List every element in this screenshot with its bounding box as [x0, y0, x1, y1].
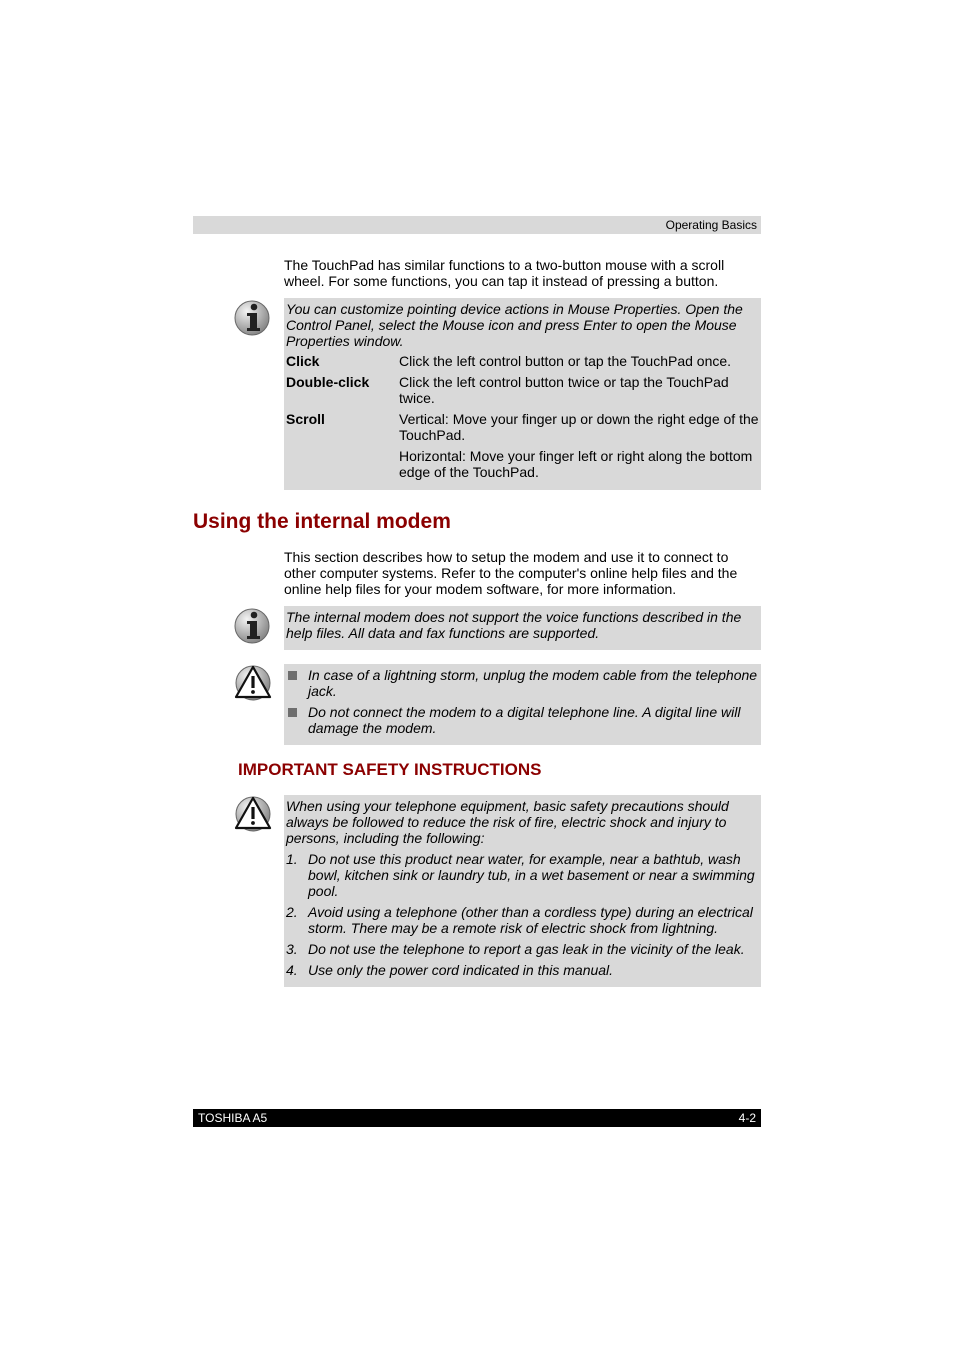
- definition-desc: Horizontal: Move your finger left or right along the bottom edge of the TouchPad.: [399, 448, 753, 480]
- numbered-item: [286, 851, 759, 899]
- item-text: Use only the power cord indicated in this manual.: [308, 962, 614, 978]
- item-number: 2.: [286, 904, 298, 920]
- bullet-item: [286, 704, 759, 736]
- warning-icon: [233, 794, 273, 834]
- definition-desc: Click the left control button or tap the TouchPad once.: [399, 353, 732, 369]
- note-text: You can customize pointing device actions in Mouse Properties. Open the Control Panel, select the Mouse icon and press Enter to open the Mouse Properties window.: [286, 301, 743, 349]
- definition-row: [286, 374, 759, 406]
- numbered-item: [286, 962, 759, 978]
- definition-desc: Vertical: Move your finger up or down the right edge of the TouchPad.: [399, 411, 759, 443]
- intro-paragraph: The TouchPad has similar functions to a two-button mouse with a scroll wheel. For some functions, you can tap it instead of pressing a button.: [284, 257, 725, 289]
- item-text: Avoid using a telephone (other than a cordless type) during an electrical storm. There may be a remote risk of electric shock from lightning.: [308, 904, 753, 936]
- item-number: 1.: [286, 851, 298, 867]
- section-title: Operating Basics: [665, 218, 757, 232]
- note-box-touchpad: [284, 298, 761, 490]
- warning-box-safety: [284, 795, 761, 987]
- bullet-item: [286, 667, 759, 699]
- definition-term: Scroll: [286, 411, 325, 427]
- bullet-square: [286, 667, 308, 699]
- bullet-square: [286, 704, 308, 736]
- definition-row: [286, 448, 759, 480]
- warning-intro: When using your telephone equipment, basic safety precautions should always be followed to reduce the risk of fire, electric shock and injury to persons, including the following:: [286, 798, 729, 846]
- heading-modem: Using the internal modem: [193, 510, 451, 533]
- page-footer: [193, 1109, 761, 1127]
- info-icon: [233, 298, 273, 338]
- definition-term: Click: [286, 353, 320, 369]
- heading-safety: IMPORTANT SAFETY INSTRUCTIONS: [238, 760, 542, 779]
- item-number: 3.: [286, 941, 298, 957]
- definition-row: [286, 411, 759, 443]
- numbered-item: [286, 904, 759, 936]
- definition-term: Double-click: [286, 374, 370, 390]
- info-icon: [233, 606, 273, 646]
- definition-desc: Click the left control button twice or tap the TouchPad twice.: [399, 374, 729, 406]
- running-header: [193, 216, 761, 234]
- numbered-item: [286, 941, 759, 957]
- model-name: TOSHIBA A5: [198, 1111, 268, 1125]
- item-text: Do not use the telephone to report a gas leak in the vicinity of the leak.: [308, 941, 745, 957]
- warning-icon: [233, 663, 273, 703]
- note-text: The internal modem does not support the voice functions described in the help files. All data and fax functions are supported.: [286, 609, 742, 641]
- page-number: 4-2: [738, 1111, 756, 1125]
- item-text: Do not use this product near water, for example, near a bathtub, wash bowl, kitchen sink or laundry tub, in a wet basement or near a swimming pool.: [308, 851, 755, 899]
- bullet-text: Do not connect the modem to a digital telephone line. A digital line will damage the modem.: [308, 704, 741, 736]
- bullet-text: In case of a lightning storm, unplug the modem cable from the telephone jack.: [308, 667, 758, 699]
- definition-row: [286, 353, 759, 369]
- warning-box-modem: [284, 664, 761, 745]
- modem-intro-paragraph: This section describes how to setup the modem and use it to connect to other computer systems. Refer to the computer's online help files and the online help files for your modem software, for more information.: [284, 549, 738, 597]
- note-box-modem: [284, 606, 761, 650]
- item-number: 4.: [286, 962, 298, 978]
